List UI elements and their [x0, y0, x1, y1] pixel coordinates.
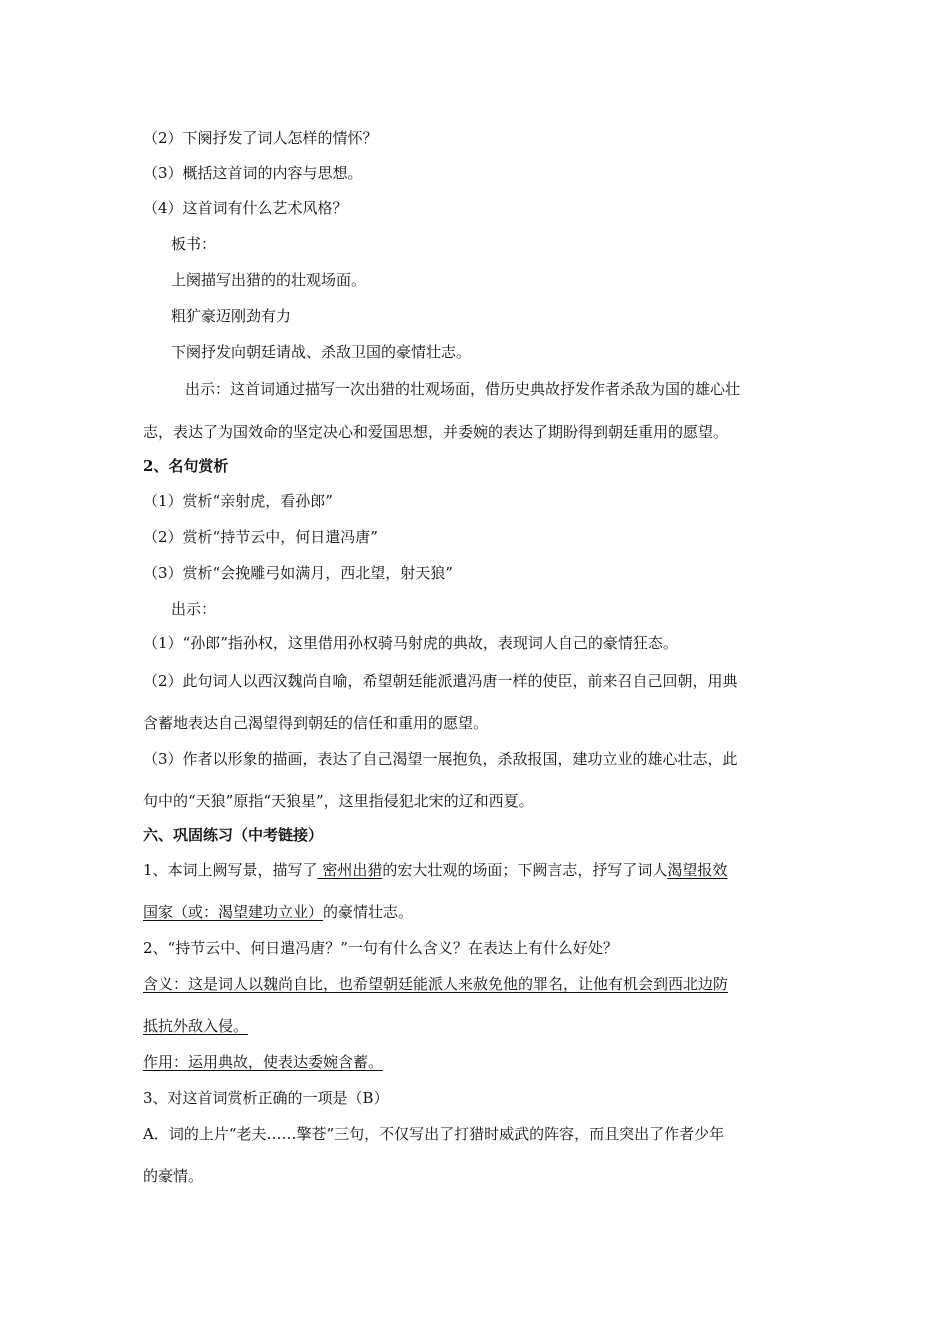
show-text-1b: 志，表达了为国效命的坚定决心和爱国思想，并委婉的表达了期盼得到朝廷重用的愿望。	[143, 423, 729, 441]
answer-2b: 含蓄地表达自己渴望得到朝廷的信任和重用的愿望。	[143, 714, 489, 732]
answer-1: （1）“孙郎”指孙权，这里借用孙权骑马射虎的典故，表现词人自己的豪情狂态。	[143, 634, 678, 652]
exercise-1a-prefix: 1、本词上阙写景，描写了	[143, 861, 318, 879]
exercise-3: 3、对这首词赏析正确的一项是（B）	[143, 1089, 389, 1107]
section-heading-2: 2、名句赏析	[143, 457, 229, 475]
question-4: （4）这首词有什么艺术风格？	[143, 199, 348, 217]
answer-2a: （2）此句词人以西汉魏尚自喻，希望朝廷能派遣冯唐一样的使臣，前来召自己回朝，用典	[143, 672, 738, 690]
exercise-2-meaning-b: 抵抗外敌入侵。	[143, 1017, 249, 1035]
exercise-2-use: 作用：运用典故，使表达委婉含蓄。	[143, 1053, 384, 1071]
show-text-1a: 出示：这首词通过描写一次出猎的壮观场面，借历史典故抒发作者杀敌为国的雄心壮	[185, 380, 741, 398]
appreciation-1: （1）赏析“亲射虎，看孙郎”	[143, 492, 333, 510]
board-label: 板书：	[171, 235, 217, 253]
board-line-1: 上阕描写出猎的的壮观场面。	[171, 271, 367, 289]
section-heading-6: 六、巩固练习（中考链接）	[143, 826, 324, 844]
show-label-2: 出示：	[171, 600, 217, 618]
exercise-3-option-a-cont: 的豪情。	[143, 1167, 204, 1185]
exercise-1a-answer-2: 渴望报效	[667, 861, 728, 879]
exercise-2-meaning-a: 含义：这是词人以魏尚自比，也希望朝廷能派人来赦免他的罪名，让他有机会到西北边防	[143, 975, 729, 993]
appreciation-3: （3）赏析“会挽雕弓如满月，西北望，射天狼”	[143, 564, 453, 582]
exercise-1b-suffix: 的豪情壮志。	[323, 903, 414, 921]
exercise-1a	[143, 860, 813, 880]
exercise-1b-answer: 国家（或：渴望建功立业）	[143, 903, 324, 921]
answer-3a: （3）作者以形象的描画，表达了自己渴望一展抱负，杀敌报国，建功立业的雄心壮志，此	[143, 750, 738, 768]
exercise-1a-answer: 密州出猎	[317, 861, 383, 879]
exercise-2: 2、“持节云中、何日遣冯唐？”一句有什么含义？在表达上有什么好处？	[143, 939, 618, 957]
exercise-1a-middle: 的宏大壮观的场面；下阙言志，抒写了词人	[382, 861, 668, 879]
exercise-1b	[143, 902, 813, 922]
exercise-3-option-a: A．词的上片“老夫……擎苍”三句，不仅写出了打猎时威武的阵容，而且突出了作者少年	[143, 1125, 725, 1143]
answer-3b: 句中的“天狼”原指“天狼星”，这里指侵犯北宋的辽和西夏。	[143, 792, 534, 810]
board-line-2: 粗犷豪迈刚劲有力	[171, 307, 292, 325]
board-line-3: 下阕抒发向朝廷请战、杀敌卫国的豪情壮志。	[171, 343, 472, 361]
question-2: （2）下阕抒发了词人怎样的情怀？	[143, 129, 378, 147]
appreciation-2: （2）赏析“持节云中，何日遣冯唐”	[143, 528, 378, 546]
question-3: （3）概括这首词的内容与思想。	[143, 164, 363, 182]
